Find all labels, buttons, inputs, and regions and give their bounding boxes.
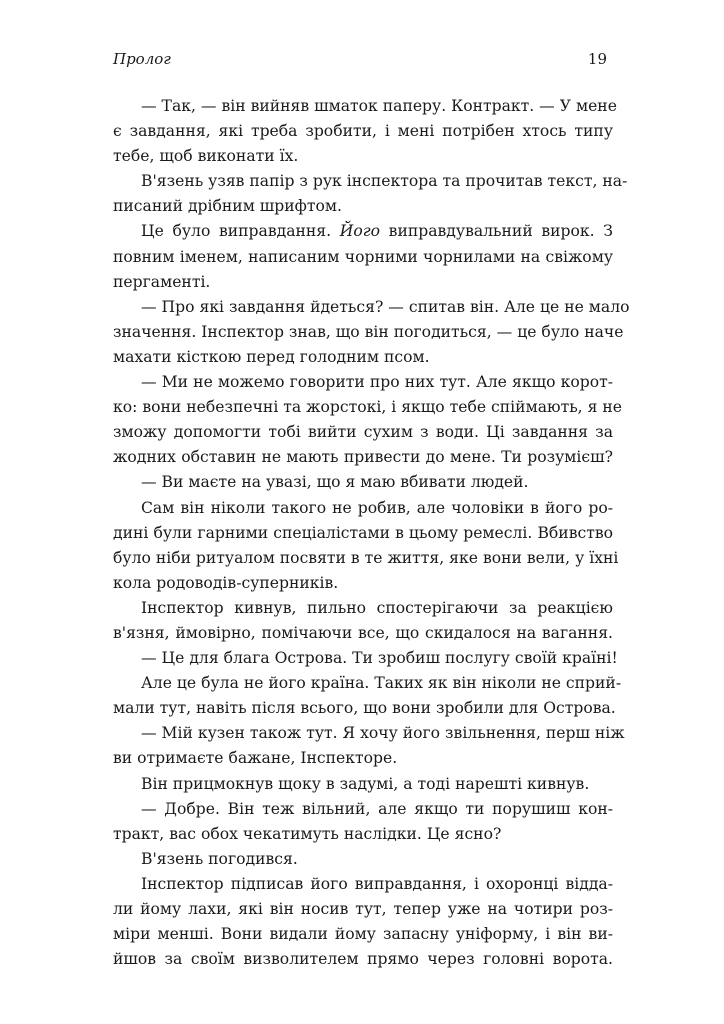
text-line: В'язень узяв папір з рук інспектора та прочитав текст, на- — [141, 172, 628, 191]
text-line: кола родоводів-суперників. — [113, 573, 339, 592]
text-line: — Це для блага Острова. Ти зробиш послугу своїй країні! — [141, 649, 618, 668]
text-line: — Так, — він вийняв шматок паперу. Контракт. — У мене — [141, 97, 617, 115]
text-line: значення. Інспектор знав, що він погодиться, — це було наче — [113, 322, 624, 341]
text-line: ли йому лахи, які він носив тут, тепер уже на чотири роз- — [113, 900, 613, 918]
text-line: Але це була не його країна. Таких як він ніколи не сприй- — [141, 674, 622, 693]
text-line: зможу допомогти тобі вийти сухим з води. Ці завдання за — [113, 423, 613, 442]
text-line: Сам він ніколи такого не робив, але чоловіки в його ро- — [141, 498, 613, 517]
text-line: жодних обставин не мають привести до мене. Ти розумієш? — [113, 448, 613, 467]
text-line: пергаменті. — [113, 272, 211, 291]
text-segment: виправдувальний вирок. З — [380, 222, 613, 241]
text-line: писаний дрібним шрифтом. — [113, 197, 342, 216]
emphasized-word: Його — [339, 222, 381, 241]
text-line: є завдання, які треба зробити, і мені потрібен хтось типу — [113, 122, 613, 141]
text-line: В'язень погодився. — [141, 849, 298, 868]
text-line: — Ви маєте на увазі, що я маю вбивати людей. — [141, 473, 529, 492]
text-line: — Про які завдання йдеться? — спитав він. Але це не мало — [141, 297, 630, 316]
text-line: Він прицмокнув щоку в задумі, а тоді нарешті кивнув. — [141, 774, 590, 793]
text-line: — Ми не можемо говорити про них тут. Але якщо корот- — [141, 373, 613, 392]
text-line: ви отримаєте бажане, Інспекторе. — [113, 749, 398, 768]
text-line: махати кісткою перед голодним псом. — [113, 347, 430, 366]
running-head — [113, 50, 607, 72]
text-line: Інспектор кивнув, пильно спостерігаючи за реакцією — [141, 598, 613, 617]
text-line: було ніби ритуалом посвяти в те життя, яке вони вели, у їхні — [113, 548, 619, 567]
text-line: повним іменем, написаним чорними чорнилами на свіжому — [113, 247, 613, 266]
text-line: в'язня, ймовірно, помічаючи все, що скидалося на вагання. — [113, 623, 613, 642]
text-line: тракт, вас обох чекатимуть наслідки. Це ясно? — [113, 824, 502, 843]
text-line — [113, 219, 613, 244]
text-line: міри менші. Вони видали йому запасну уніформу, і він ви- — [113, 925, 613, 944]
text-line: мали тут, навіть після всього, що вони зробили для Острова. — [113, 699, 616, 718]
text-line: тебе, щоб виконати їх. — [113, 147, 299, 166]
text-line: йшов за своїм визволителем прямо через головні ворота. — [113, 950, 613, 969]
text-segment: Це було виправдання. — [141, 222, 340, 241]
text-line: — Мій кузен також тут. Я хочу його звільнення, перш ніж — [141, 724, 625, 743]
text-line: ко: вони небезпечні та жорстокі, і якщо тебе спіймають, я не — [113, 398, 623, 417]
text-line: Інспектор підписав його виправдання, і охоронці відда- — [141, 874, 613, 893]
text-line: дині були гарними спеціалістами в цьому ремеслі. Вбивство — [113, 523, 613, 542]
chapter-title: Пролог — [113, 50, 171, 68]
page-number: 19 — [587, 50, 607, 68]
body-text — [113, 94, 630, 972]
text-line: — Добре. Він теж вільний, але якщо ти порушиш кон- — [141, 799, 613, 818]
